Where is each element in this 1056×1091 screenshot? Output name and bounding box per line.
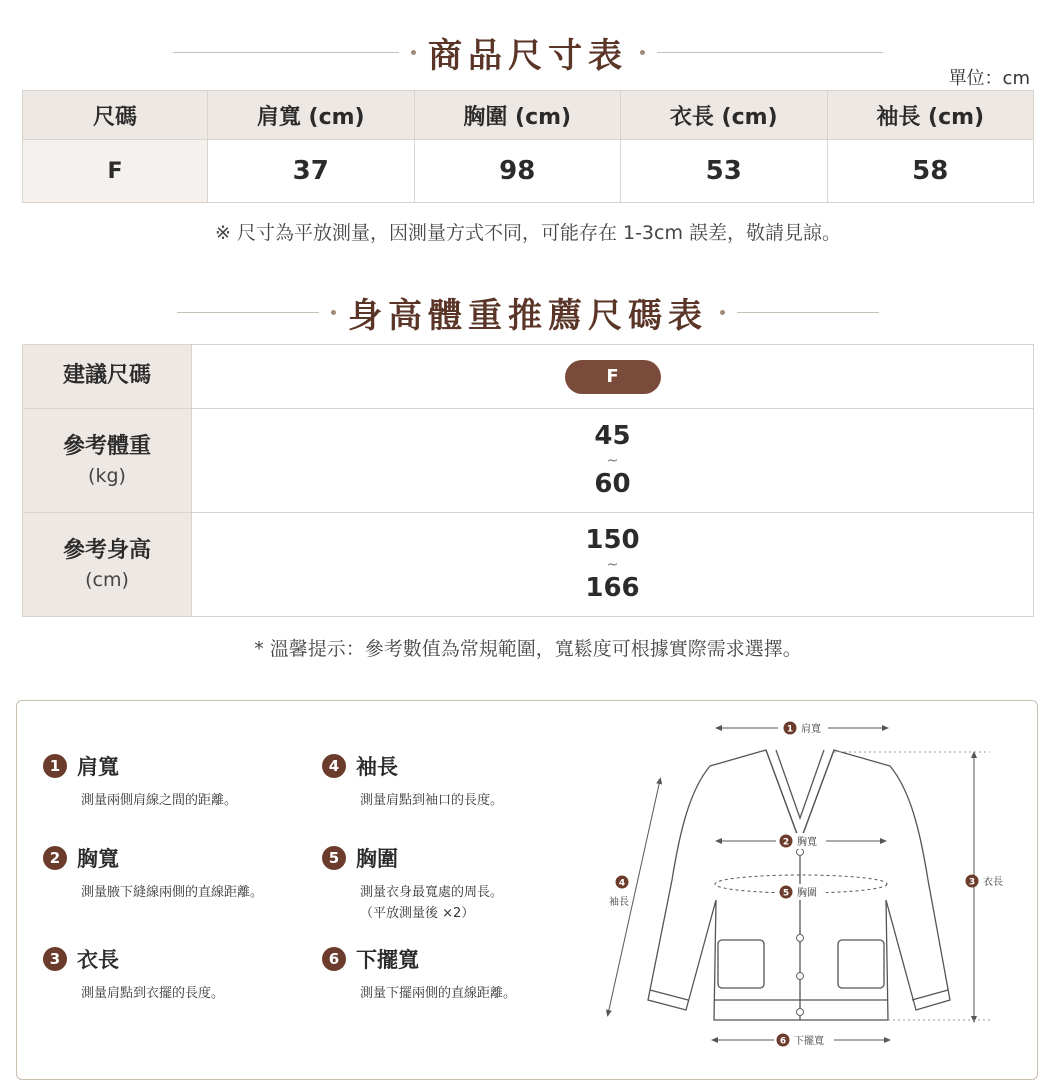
measure-desc: 測量下擺兩側的直線距離。 bbox=[360, 986, 517, 1001]
diagram-label-chest: 胸圍 bbox=[797, 888, 817, 899]
weight-label: 參考體重 bbox=[62, 433, 151, 459]
diagram-label-length: 衣長 bbox=[983, 877, 1003, 888]
size-note: ※ 尺寸為平放測量，因測量方式不同，可能存在 1-3cm 誤差，敬請見諒。 bbox=[214, 222, 842, 244]
unit-label: 單位：cm bbox=[948, 68, 1030, 89]
measure-desc: 測量腋下縫線兩側的直線距離。 bbox=[81, 885, 264, 900]
diagram-badge-6 bbox=[777, 1034, 825, 1048]
number-badge: 5 bbox=[322, 846, 346, 870]
measure-name: 肩寬 bbox=[77, 755, 119, 779]
measure-desc: 測量兩側肩線之間的距離。 bbox=[81, 793, 238, 808]
size-cell: F bbox=[23, 140, 208, 203]
diagram-label-sleeve: 袖長 bbox=[609, 897, 629, 908]
header-cell: 袖長 (cm) bbox=[827, 91, 1034, 140]
header-cell: 衣長 (cm) bbox=[621, 91, 828, 140]
height-label: 參考身高 bbox=[62, 537, 151, 563]
measure-name: 下擺寬 bbox=[356, 948, 419, 972]
measure-name: 胸寬 bbox=[77, 847, 119, 871]
diagram-badge-2 bbox=[780, 835, 818, 849]
measure-desc-line: 測量衣身最寬處的周長。 bbox=[360, 885, 504, 900]
badge-number: 1 bbox=[786, 724, 794, 735]
diagram-badge-1 bbox=[784, 722, 822, 736]
value-cell: 98 bbox=[414, 140, 621, 203]
measure-desc-line: （平放測量後 ×2） bbox=[360, 905, 475, 921]
measure-desc: 測量肩點到袖口的長度。 bbox=[360, 793, 504, 808]
diagram-badge-5 bbox=[780, 886, 818, 900]
weight-unit: (kg) bbox=[88, 464, 126, 487]
size-chart-title: 商品尺寸表 bbox=[428, 36, 628, 76]
size-pill: F bbox=[565, 360, 661, 394]
header-cell: 尺碼 bbox=[23, 91, 208, 140]
number-badge: 1 bbox=[43, 754, 67, 778]
height-unit: (cm) bbox=[85, 568, 129, 591]
diagram-label-hem: 下擺寬 bbox=[794, 1036, 824, 1047]
diagram-badge-3 bbox=[966, 875, 1004, 889]
badge-number: 6 bbox=[779, 1036, 787, 1047]
height-min: 150 bbox=[585, 524, 640, 555]
badge-number: 2 bbox=[782, 837, 790, 848]
header-cell: 胸圍 (cm) bbox=[414, 91, 621, 140]
measure-name: 袖長 bbox=[356, 755, 398, 779]
recommend-note: * 溫馨提示：參考數值為常規範圍，寬鬆度可根據實際需求選擇。 bbox=[254, 638, 802, 660]
value-cell: 53 bbox=[621, 140, 828, 203]
value-cell: 58 bbox=[827, 140, 1034, 203]
number-badge: 3 bbox=[43, 947, 67, 971]
number-badge: 2 bbox=[43, 846, 67, 870]
tilde: ~ bbox=[606, 556, 619, 573]
number-badge: 6 bbox=[322, 947, 346, 971]
badge-number: 3 bbox=[968, 877, 976, 888]
weight-max: 60 bbox=[594, 468, 631, 499]
height-max: 166 bbox=[585, 572, 640, 603]
weight-min: 45 bbox=[594, 420, 631, 451]
number-badge: 4 bbox=[322, 754, 346, 778]
tilde: ~ bbox=[606, 452, 619, 469]
value-cell: 37 bbox=[208, 140, 415, 203]
badge-number: 5 bbox=[782, 888, 790, 899]
measure-desc: 測量肩點到衣擺的長度。 bbox=[81, 986, 225, 1001]
recommend-title: 身高體重推薦尺碼表 bbox=[348, 296, 708, 336]
header-cell: 肩寬 (cm) bbox=[208, 91, 415, 140]
diagram-label-chest-width: 胸寬 bbox=[797, 837, 817, 848]
diagram-badge-4 bbox=[609, 876, 629, 909]
measure-name: 衣長 bbox=[77, 948, 119, 972]
diagram-label-shoulder: 肩寬 bbox=[801, 724, 821, 735]
measure-name: 胸圍 bbox=[356, 847, 398, 871]
badge-number: 4 bbox=[618, 878, 626, 889]
size-label: 建議尺碼 bbox=[62, 363, 151, 389]
